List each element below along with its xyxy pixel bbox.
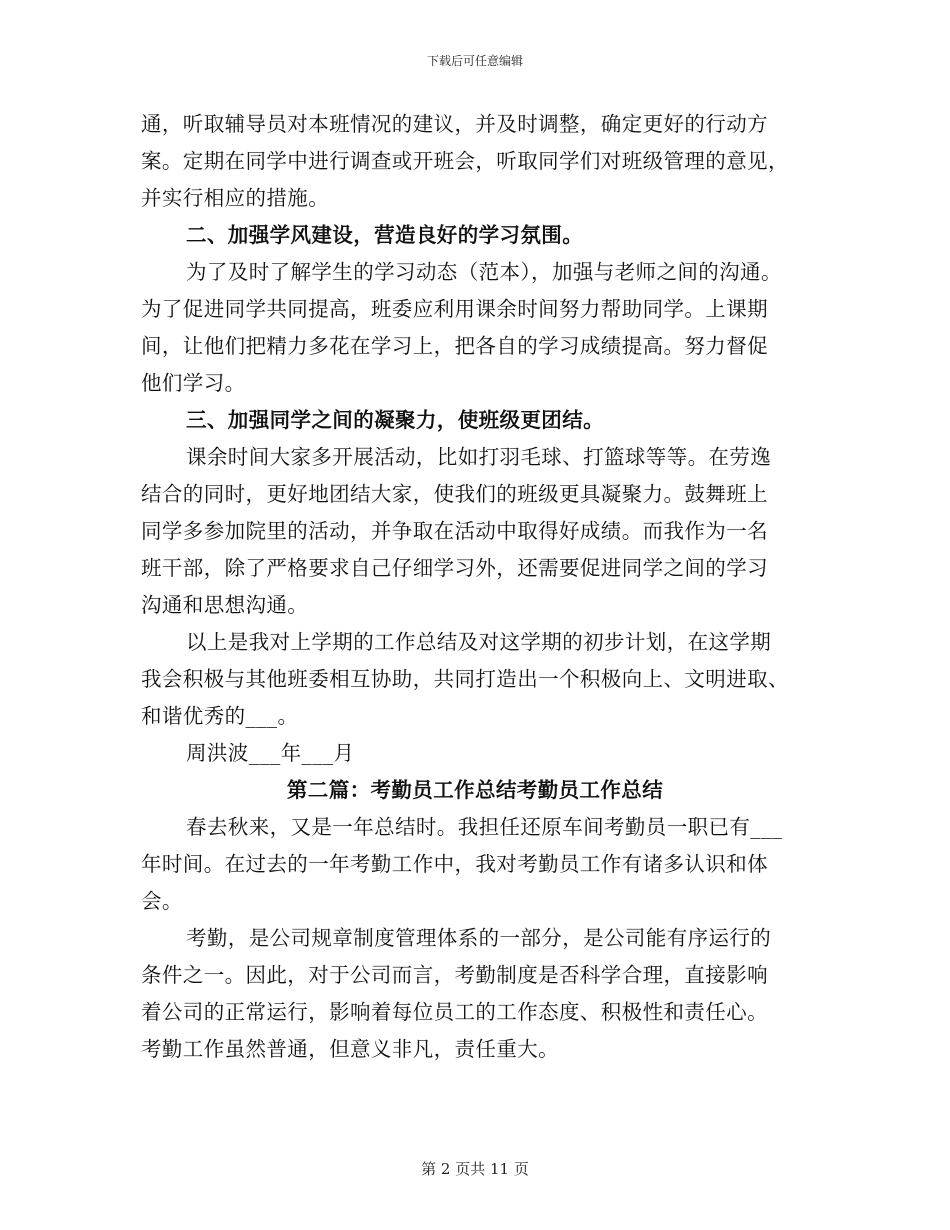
paragraph-line: 着公司的正常运行，影响着每位员工的工作态度、积极性和责任心。 — [141, 1000, 768, 1024]
paragraph-line: 条件之一。因此，对于公司而言，考勤制度是否科学合理，直接影响 — [141, 963, 768, 987]
signature-line: 周洪波___年___月 — [186, 741, 355, 765]
page-header: 下载后可任意编辑 — [426, 54, 523, 68]
paragraph-line: 年时间。在过去的一年考勤工作中，我对考勤员工作有诸多认识和体 — [141, 852, 768, 876]
paragraph-line: 为了促进同学共同提高，班委应利用课余时间努力帮助同学。上课期 — [141, 297, 768, 321]
document-body — [141, 106, 809, 1068]
section-heading: 三、加强同学之间的凝聚力，使班级更团结。 — [186, 408, 604, 432]
chapter-title: 第二篇：考勤员工作总结考勤员工作总结 — [286, 778, 664, 802]
paragraph-line: 沟通和思想沟通。 — [141, 593, 309, 617]
paragraph-line: 春去秋来，又是一年总结时。我担任还原车间考勤员一职已有___ — [186, 815, 783, 839]
paragraph-line: 考勤工作虽然普通，但意义非凡，责任重大。 — [141, 1037, 559, 1061]
paragraph-line: 间，让他们把精力多花在学习上，把各自的学习成绩提高。努力督促 — [141, 334, 768, 358]
paragraph-line: 我会积极与其他班委相互协助，共同打造出一个积极向上、文明进取、 — [141, 667, 789, 691]
paragraph-line: 通，听取辅导员对本班情况的建议，并及时调整，确定更好的行动方 — [141, 112, 768, 136]
paragraph-line: 案。定期在同学中进行调查或开班会，听取同学们对班级管理的意见， — [141, 149, 789, 173]
paragraph-line: 并实行相应的措施。 — [141, 186, 330, 210]
section-heading: 二、加强学风建设，营造良好的学习氛围。 — [186, 223, 584, 247]
paragraph-line: 班干部，除了严格要求自己仔细学习外，还需要促进同学之间的学习 — [141, 556, 768, 580]
paragraph-line: 课余时间大家多开展活动，比如打羽毛球、打篮球等等。在劳逸 — [186, 445, 772, 469]
paragraph-line: 他们学习。 — [141, 371, 246, 395]
paragraph-line: 同学多参加院里的活动，并争取在活动中取得好成绩。而我作为一名 — [141, 519, 768, 543]
paragraph-line: 为了及时了解学生的学习动态（范本），加强与老师之间的沟通。 — [186, 260, 782, 284]
paragraph-line: 和谐优秀的___。 — [141, 704, 299, 728]
paragraph-line: 考勤，是公司规章制度管理体系的一部分，是公司能有序运行的 — [186, 926, 772, 950]
paragraph-line: 以上是我对上学期的工作总结及对这学期的初步计划，在这学期 — [186, 630, 772, 654]
paragraph-line: 会。 — [141, 889, 183, 913]
paragraph-line: 结合的同时，更好地团结大家，使我们的班级更具凝聚力。鼓舞班上 — [141, 482, 768, 506]
page-footer: 第 2 页共 11 页 — [421, 1160, 529, 1178]
